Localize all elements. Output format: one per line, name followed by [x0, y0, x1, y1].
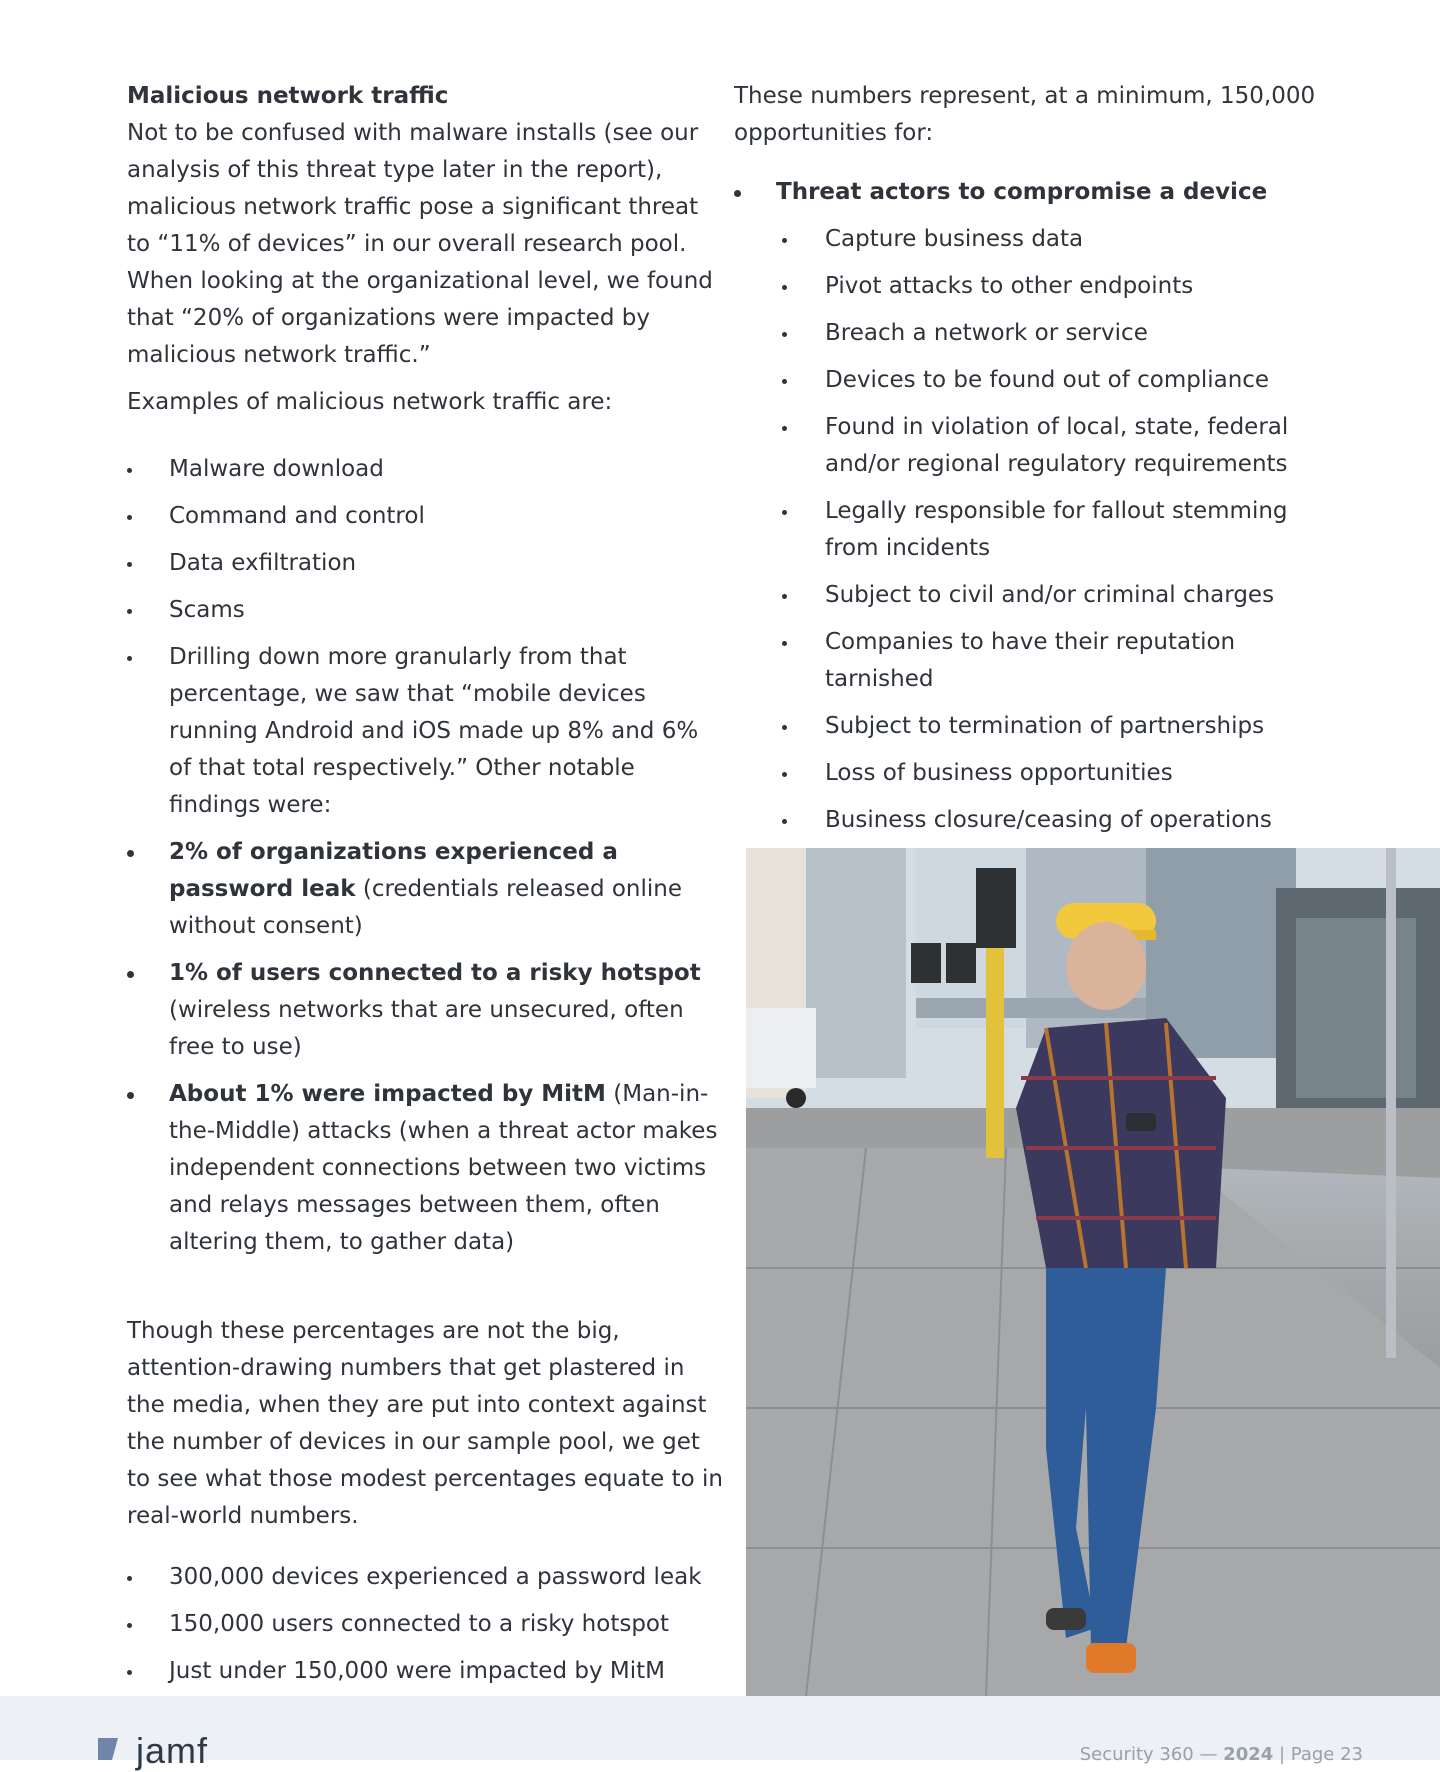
bullet-icon	[782, 426, 787, 431]
bullet-icon	[782, 819, 787, 824]
bullet-icon	[127, 1576, 132, 1581]
list-item: Pivot attacks to other endpoints	[782, 268, 1334, 305]
list-item: Scams	[127, 592, 727, 629]
intro-paragraph: Not to be confused with malware installs (see our analysis of this threat type later in the report), malicious network traffic pose a significant threat to “11% of devices” in our overall research pool. When looking at the organizational level, we found that “20% of organizations were impacted by malicious network traffic.”	[127, 120, 713, 368]
list-item: Threat actors to compromise a device	[734, 174, 1334, 211]
bullet-icon	[127, 1670, 132, 1675]
examples-list	[127, 451, 727, 1261]
bullet-icon	[782, 332, 787, 337]
list-item: Legally responsible for fallout stemming from incidents	[782, 493, 1334, 567]
list-item: Just under 150,000 were impacted by MitM	[127, 1653, 727, 1727]
bullet-icon	[734, 190, 741, 197]
brand-name: jamf	[136, 1730, 209, 1771]
closing-paragraph: Though these percentages are not the big, attention-drawing numbers that get plastered in the media, when they are put into context against the number of devices in our sample pool, we get to see what those modest percentages equate to in real-world numbers.	[127, 1318, 723, 1529]
list-item: About 1% were impacted by MitM (Man-in-the-Middle) attacks (when a threat actor makes independent connections between two victims and relays messages between them, often altering them, to gather data)	[127, 1076, 727, 1261]
section-heading: Malicious network traffic	[127, 83, 449, 109]
list-item: Command and control	[127, 498, 727, 535]
bullet-icon	[127, 515, 132, 520]
list-item: 2% of organizations experienced a password leak (credentials released online without consent)	[127, 834, 727, 945]
jamf-logo-icon	[98, 1738, 118, 1760]
list-item: Capture business data	[782, 221, 1334, 258]
bullet-icon	[127, 1623, 132, 1628]
list-item: Loss of business opportunities	[782, 755, 1334, 792]
bullet-icon	[782, 510, 787, 515]
opportunities-list	[734, 174, 1334, 211]
page-number: Security 360 — 2024 | Page 23	[1079, 1744, 1363, 1765]
street-photo	[746, 848, 1440, 1696]
opportunities-intro: These numbers represent, at a minimum, 150,000 opportunities for:	[734, 83, 1316, 146]
bullet-icon	[782, 379, 787, 384]
examples-label: Examples of malicious network traffic are:	[127, 389, 613, 415]
list-item: 300,000 devices experienced a password leak	[127, 1559, 727, 1596]
bullet-icon	[127, 609, 132, 614]
list-item: 1% of users connected to a risky hotspot (wireless networks that are unsecured, often free to use)	[127, 955, 727, 1066]
bullet-icon	[127, 656, 132, 661]
street-scene-illustration	[746, 848, 1440, 1696]
list-item: Data exfiltration	[127, 545, 727, 582]
list-item: Devices to be found out of compliance	[782, 362, 1334, 399]
bullet-icon	[782, 238, 787, 243]
opportunities-sublist	[734, 221, 1334, 839]
list-item: Business closure/ceasing of operations	[782, 802, 1334, 839]
bullet-icon	[127, 562, 132, 567]
list-item: Subject to termination of partnerships	[782, 708, 1334, 745]
bullet-icon	[782, 772, 787, 777]
bullet-icon	[782, 641, 787, 646]
list-item: Found in violation of local, state, federal and/or regional regulatory requirements	[782, 409, 1334, 483]
list-item: Breach a network or service	[782, 315, 1334, 352]
bullet-icon	[127, 468, 132, 473]
bullet-icon	[127, 1092, 134, 1099]
bullet-icon	[127, 971, 134, 978]
list-item: 150,000 users connected to a risky hotspot	[127, 1606, 727, 1643]
bullet-icon	[782, 725, 787, 730]
right-column	[734, 78, 1334, 849]
bullet-icon	[782, 594, 787, 599]
list-item: Drilling down more granularly from that percentage, we saw that “mobile devices running Android and iOS made up 8% and 6% of that total respectively.” Other notable findings were:	[127, 639, 727, 824]
list-item: Subject to civil and/or criminal charges	[782, 577, 1334, 614]
bullet-icon	[782, 285, 787, 290]
bullet-icon	[127, 850, 134, 857]
list-item: Companies to have their reputation tarnished	[782, 624, 1334, 698]
list-item: Malware download	[127, 451, 727, 488]
left-column	[127, 78, 727, 1737]
page-footer	[0, 1696, 1440, 1771]
